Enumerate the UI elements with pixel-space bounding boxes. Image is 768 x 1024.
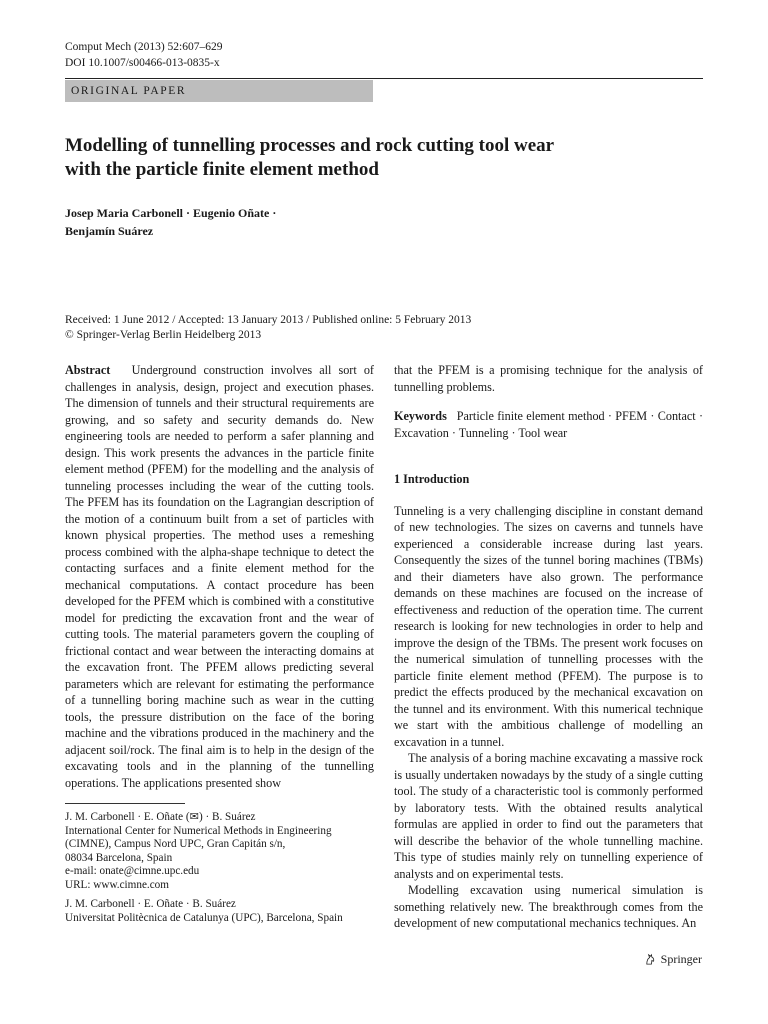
title-line-1: Modelling of tunnelling processes and rock cutting tool wear [65,135,555,156]
paper-type-band: ORIGINAL PAPER [65,80,373,102]
affiliation-1-address-1: (CIMNE), Campus Nord UPC, Gran Capitán s/n, [65,838,286,851]
publisher-name: Springer [660,952,702,966]
affiliation-1-address-2: 08034 Barcelona, Spain [65,851,173,864]
abstract-paragraph [65,362,374,791]
authors-line-1: Josep Maria Carbonell · Eugenio Oñate · [65,206,277,220]
author-list [65,204,276,240]
keywords-text: Particle finite element method · PFEM · Contact · Excavation · Tunneling · Tool wear [394,409,703,440]
publication-dates [65,313,471,343]
intro-paragraph-3: Modelling excavation using numerical simulation is something relatively new. The breakthrough comes from the development of new computational mechanics techniques. An [394,883,703,930]
affiliation-footnote-2 [65,898,374,925]
affiliation-1-institution: International Center for Numerical Methods in Engineering [65,824,332,837]
publisher-mark [644,952,702,967]
paper-title [65,134,685,182]
keywords-label: Keywords [394,409,447,423]
springer-horse-logo-icon [644,953,657,966]
authors-line-2: Benjamín Suárez [65,224,154,238]
title-line-2: with the particle finite element method [65,159,379,180]
doi[interactable]: DOI 10.1007/s00466-013-0835-x [65,57,220,69]
affiliation-footnote-1 [65,811,374,893]
abstract-label: Abstract [65,363,111,377]
abstract-text: Underground construction involves all sort of challenges in analysis, design, project and execution phases. The dimension of tunnels and their structural requirements are growing, and so safety and security demands do. New engineering tools are needed to perform a safer planning and design. This work presents the advances in the particle finite element method (PFEM) for the modelling and the analysis of tunneling processes including the wear of the cutting tools. The PFEM has its foundation on the Lagrangian description of the motion of a continuum built from a set of particles with known physical properties. The method uses a remeshing process combined with the alpha-shape technique to detect the contacting surfaces and a finite element method for the mechanical computations. A contact procedure has been developed for the PFEM which is combined with a constitutive model for predicting the excavation front and the wear of cutting tools. The material parameters govern the coupling of frictional contact and wear between the interacting domains at the excavation front. The PFEM allows predicting several parameters which are relevant for estimating the performance of a tunnelling boring machine such as wear in the cutting tools, the pressure distribution on the face of the boring machine and the vibrations produced in the machinery and the adjacent soil/rock. The final aim is to help in the design of the excavating tools and in the planning of the tunnelling operations. The applications presented show [65,363,374,790]
intro-paragraph-2: The analysis of a boring machine excavating a massive rock is usually undertaken nowadays by the study of a single cutting tool. The study of a characteristic tool is commonly performed by laboratory tests. With the obtained results analytical formulas are applied in order to find out the parameters that will describe the behavior of the whole tunnelling machine. This type of studies mainly rely on tunnelling experience of analysts and on experimental tests. [394,751,703,881]
abstract-continuation: that the PFEM is a promising technique for the analysis of tunnelling problems. [394,363,703,394]
copyright-line: © Springer-Verlag Berlin Heidelberg 2013 [65,329,262,341]
keywords-paragraph [394,408,703,441]
intro-paragraph-1: Tunneling is a very challenging discipline in constant demand of new technologies. The sizes on caverns and tunnels have experienced a considerable increase during last years. Consequently the sizes of the tunnel boring machines (TBMs) and their diameters have also grown. The performance demands on these machines are focused on the increase of effectiveness and reduction of the operation time. The current research is looking for new technologies in order to help and improve the design of the TBMs. The present work focuses on the numerical simulation of tunnelling processes with the particle finite element method (PFEM). The purpose is to predict the effects produced by the mechanical excavation on the tunnel and its environment. With this numerical technique we start with the ambitious challenge of modelling an excavation in a tunnel. [394,503,703,749]
journal-citation: Comput Mech (2013) 52:607–629 [65,41,223,53]
section-heading-introduction: 1 Introduction [394,472,470,486]
left-column [65,362,374,791]
affiliation-2-institution: Universitat Politècnica de Catalunya (UPC), Barcelona, Spain [65,911,343,924]
header-rule [65,78,703,79]
journal-header [65,39,222,71]
footnote-rule [65,803,185,804]
right-column [394,362,703,932]
affiliation-2-authors: J. M. Carbonell · E. Oñate · B. Suárez [65,898,236,910]
author-email[interactable]: e-mail: onate@cimne.upc.edu [65,865,200,878]
institution-url[interactable]: URL: www.cimne.com [65,878,169,891]
dates-line-1: Received: 1 June 2012 / Accepted: 13 January 2013 / Published online: 5 February 2013 [65,314,472,326]
affiliation-1-authors: J. M. Carbonell · E. Oñate (✉) · B. Suárez [65,811,256,823]
